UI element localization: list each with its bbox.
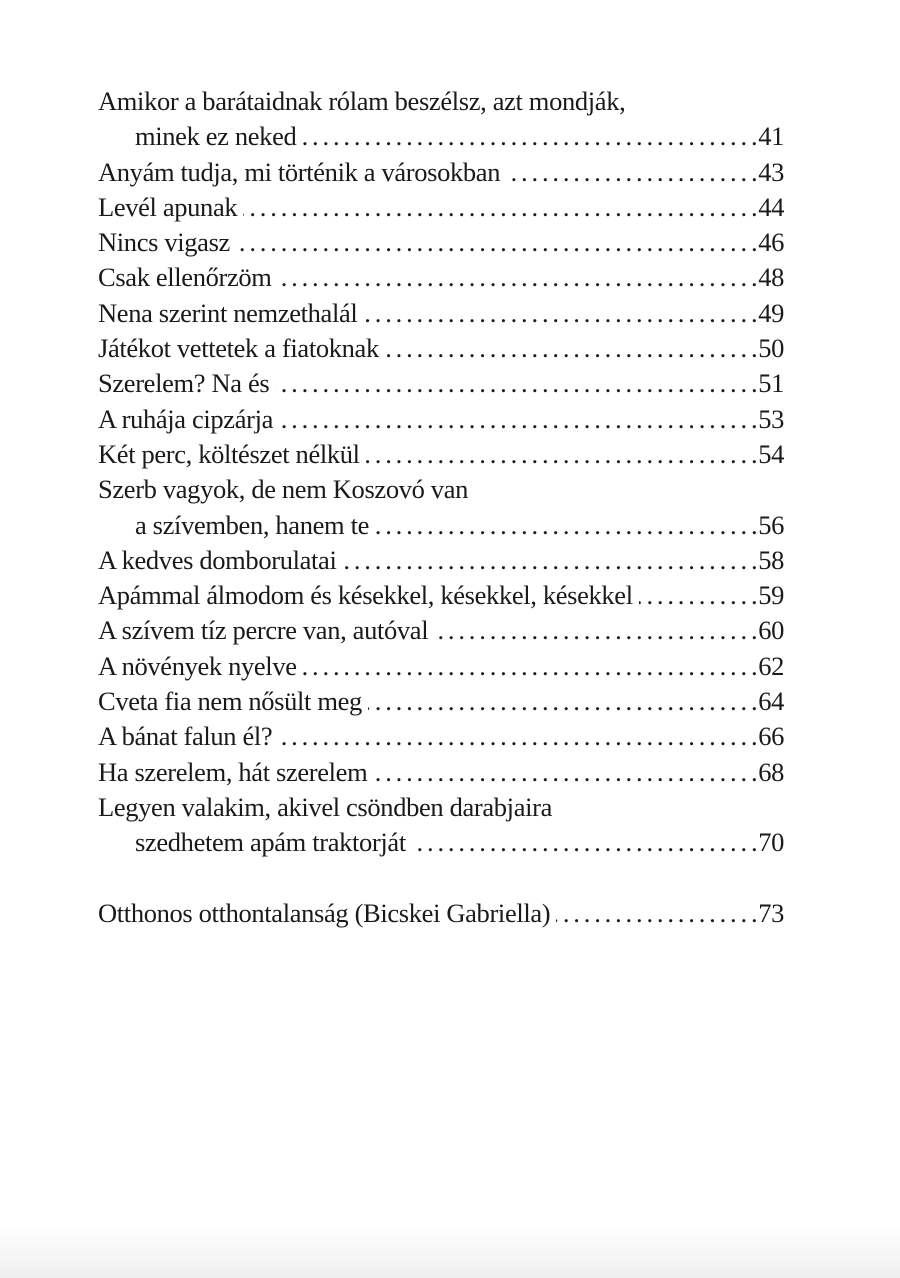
toc-entry[interactable]	[98, 613, 784, 648]
toc-entry-page-number: 53	[758, 403, 784, 434]
dot-leader	[303, 649, 757, 684]
toc-entry-title: Nincs vigasz	[98, 227, 230, 258]
toc-entry[interactable]	[98, 331, 784, 366]
toc-entry[interactable]	[98, 684, 784, 719]
dot-leader	[243, 190, 756, 225]
dot-leader	[434, 613, 756, 648]
toc-entry-line	[98, 225, 784, 260]
toc-entry-title: A szívem tíz percre van, autóval	[98, 615, 429, 646]
toc-entry-line	[98, 366, 784, 401]
toc-entry-title: Szerelem? Na és	[98, 368, 270, 399]
toc-entry[interactable]	[98, 578, 784, 613]
toc-entry-line	[98, 472, 784, 507]
toc-entry-line	[98, 437, 784, 472]
dot-leader	[366, 437, 757, 472]
toc-entry-line	[98, 260, 784, 295]
toc-entry-page-number: 50	[758, 333, 784, 364]
toc-entry-title: A kedves domborulatai	[98, 544, 337, 575]
toc-entry-title: Cveta fia nem nősült meg	[98, 686, 362, 717]
dot-leader	[342, 543, 756, 578]
toc-entry-line	[98, 543, 784, 578]
toc-entry-title-continued: a szívemben, hanem te	[135, 509, 369, 540]
toc-entry-line	[98, 296, 784, 331]
dot-leader	[639, 578, 756, 613]
toc-entry-title: Játékot vettetek a fiatoknak	[98, 333, 379, 364]
toc-entry[interactable]	[98, 719, 784, 754]
toc-entry[interactable]	[98, 543, 784, 578]
toc-entry[interactable]	[98, 296, 784, 331]
toc-entry-afterword[interactable]	[98, 896, 784, 931]
toc-entry-page-number: 49	[758, 297, 784, 328]
dot-leader	[368, 684, 756, 719]
toc-entry-title: Nena szerint nemzethalál	[98, 297, 358, 328]
toc-entry-page-number: 64	[758, 686, 784, 717]
dot-leader	[363, 296, 756, 331]
dot-leader	[278, 260, 757, 295]
toc-entry-title: Anyám tudja, mi történik a városokban	[98, 156, 501, 187]
toc-entry-line	[98, 649, 784, 684]
toc-entry-line	[98, 190, 784, 225]
toc-entry-title: Szerb vagyok, de nem Koszovó van	[98, 474, 469, 505]
dot-leader	[279, 402, 756, 437]
toc-entry-title: Otthonos otthontalanság (Bicskei Gabriella)	[98, 897, 551, 928]
dot-leader	[412, 825, 756, 860]
toc-entry-line	[98, 825, 784, 860]
toc-entry[interactable]	[98, 437, 784, 472]
toc-entry[interactable]	[98, 402, 784, 437]
toc-entry[interactable]	[98, 472, 784, 543]
toc-entry[interactable]	[98, 225, 784, 260]
toc-entry-title: A ruhája cipzárja	[98, 403, 274, 434]
dot-leader	[373, 755, 756, 790]
toc-entry-line	[98, 790, 784, 825]
toc-entry[interactable]	[98, 155, 784, 190]
toc-entry-page-number: 70	[758, 827, 784, 858]
dot-leader	[302, 119, 756, 154]
toc-entry-page-number: 41	[758, 121, 784, 152]
toc-entry-line	[98, 155, 784, 190]
toc-entry-title: Apámmal álmodom és késekkel, késekkel, késekkel	[98, 580, 633, 611]
toc-entry-line	[98, 508, 784, 543]
toc-entry-title-continued: minek ez neked	[135, 121, 297, 152]
toc-entry-title: Legyen valakim, akivel csöndben darabjaira	[98, 791, 553, 822]
toc-entry-line	[98, 613, 784, 648]
toc-entry-page-number: 54	[758, 438, 784, 469]
dot-leader	[275, 366, 756, 401]
dot-leader	[375, 508, 756, 543]
toc-entry-title: A növények nyelve	[98, 650, 297, 681]
toc-entry-line	[98, 331, 784, 366]
section-spacer	[98, 861, 784, 896]
toc-entry[interactable]	[98, 649, 784, 684]
toc-entry-title: Ha szerelem, hát szerelem	[98, 756, 368, 787]
toc-entry[interactable]	[98, 190, 784, 225]
toc-entry-line	[98, 119, 784, 154]
toc-entry-page-number: 46	[758, 227, 784, 258]
toc-entry-line	[98, 84, 784, 119]
dot-leader	[236, 225, 756, 260]
toc-entry-title: A bánat falun él?	[98, 721, 273, 752]
toc-entry-page-number: 58	[758, 544, 784, 575]
toc-entry[interactable]	[98, 260, 784, 295]
toc-entry-line	[98, 402, 784, 437]
toc-entry[interactable]	[98, 790, 784, 861]
toc-entry-line	[98, 684, 784, 719]
toc-entry-page-number: 68	[758, 756, 784, 787]
toc-entry-page-number: 44	[758, 191, 784, 222]
dot-leader	[385, 331, 756, 366]
toc-entry-page-number: 62	[758, 650, 784, 681]
toc-entry-page-number: 51	[758, 368, 784, 399]
toc-entry-page-number: 66	[758, 721, 784, 752]
toc-entry-page-number: 48	[758, 262, 784, 293]
toc-entry-title: Csak ellenőrzöm	[98, 262, 272, 293]
toc-entry[interactable]	[98, 366, 784, 401]
dot-leader	[278, 719, 756, 754]
toc-entry-title-continued: szedhetem apám traktorját	[135, 827, 406, 858]
toc-entry-title: Amikor a barátaidnak rólam beszélsz, azt mondják,	[98, 86, 626, 116]
toc-entry-page-number: 73	[758, 897, 784, 928]
toc-entry-line	[98, 719, 784, 754]
toc-entry-title: Két perc, költészet nélkül	[98, 438, 360, 469]
toc-entry[interactable]	[98, 84, 784, 155]
toc-entry-line	[98, 578, 784, 613]
toc-entry-page-number: 60	[758, 615, 784, 646]
toc-entry-title: Levél apunak	[98, 191, 238, 222]
table-of-contents	[98, 84, 784, 931]
toc-entry-page-number: 43	[758, 156, 784, 187]
dot-leader	[556, 896, 756, 931]
toc-entry-page-number: 59	[758, 580, 784, 611]
dot-leader	[506, 155, 756, 190]
toc-entry-line	[98, 755, 784, 790]
toc-entry[interactable]	[98, 755, 784, 790]
toc-entry-line	[98, 896, 784, 931]
toc-entry-page-number: 56	[758, 509, 784, 540]
